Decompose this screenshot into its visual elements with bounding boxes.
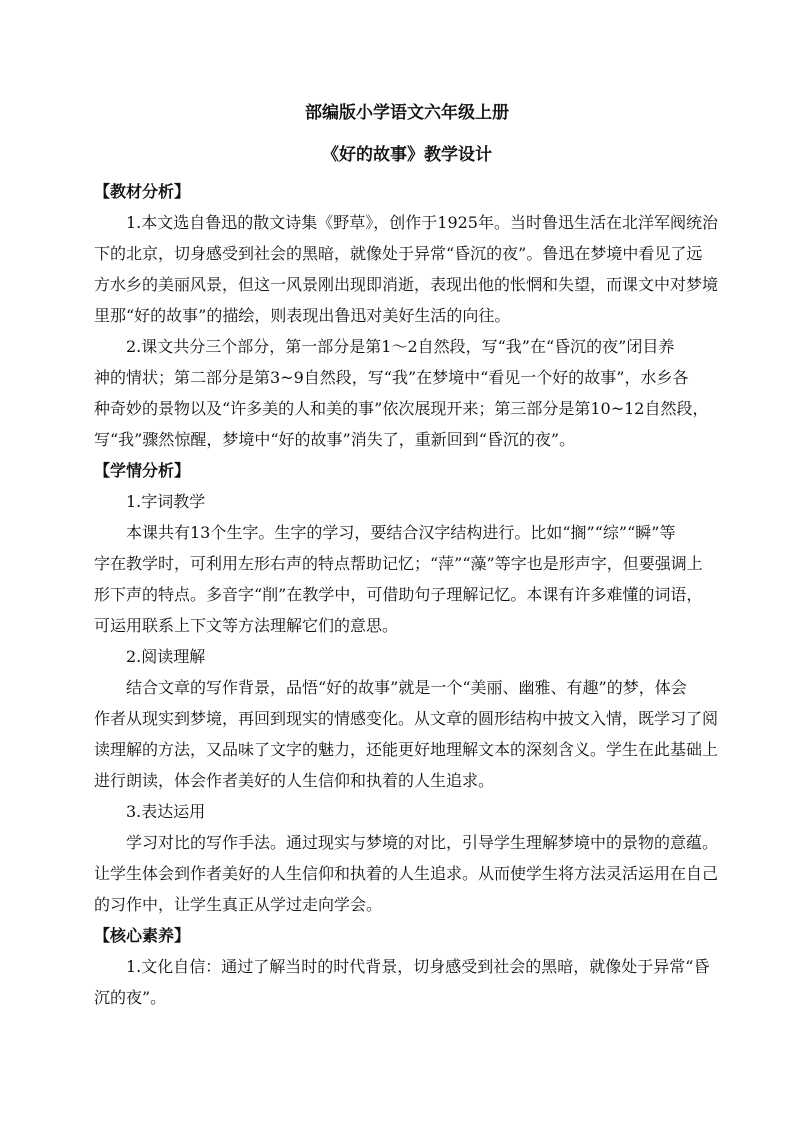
text-line: 进行朗读，体会作者美好的人生信仰和执着的人生追求。 [94,771,495,790]
subsection-heading: 2.阅读理解 [126,647,206,666]
document-subtitle: 《好的故事》教学设计 [322,145,492,165]
text-line: 1.文化自信：通过了解当时的时代背景，切身感受到社会的黑暗，就像处于异常“昏 [126,957,710,976]
text-line: 1.本文选自鲁迅的散文诗集《野草》，创作于1925年。当时鲁迅生活在北洋军阀统治 [126,213,718,232]
text-line: 的习作中，让学生真正从学过走向学会。 [94,895,383,914]
text-line: 读理解的方法，又品味了文字的魅力，还能更好地理解文本的深刻含义。学生在此基础上 [94,740,719,759]
text-line: 写“我”骤然惊醒，梦境中“好的故事”消失了，重新回到“昏沉的夜”。 [94,430,576,449]
text-line: 下的北京，切身感受到社会的黑暗，就像处于异常“昏沉的夜”。鲁迅在梦境中看见了远 [94,244,703,263]
paragraph [94,207,720,331]
subsection-heading: 3.表达运用 [126,802,206,821]
text-line: 让学生体会到作者美好的人生信仰和执着的人生追求。从而使学生将方法灵活运用在自己 [94,864,719,883]
text-line: 可运用联系上下文等方法理解它们的意思。 [94,616,399,635]
text-line: 神的情状；第二部分是第3~9自然段，写“我”在梦境中“看见一个好的故事”，水乡各 [94,368,689,387]
subsection-heading: 1.字词教学 [126,492,206,511]
text-line: 作者从现实到梦境，再回到现实的情感变化。从文章的圆形结构中披文入情，既学习了阅 [94,709,719,728]
section-heading-core-competencies: 【核心素养】 [94,926,191,945]
text-line: 种奇妙的景物以及“许多美的人和美的事”依次展现开来；第三部分是第10~12自然段， [94,399,709,418]
text-line: 字在教学时，可利用左形右声的特点帮助记忆；“萍”“藻”等字也是形声字，但要强调上 [94,554,703,573]
text-line: 结合文章的写作背景，品悟“好的故事”就是一个“美丽、幽雅、有趣”的梦，体会 [126,678,687,697]
paragraph [94,827,720,920]
paragraph [94,951,720,1013]
paragraph [94,517,720,641]
section-heading-textbook-analysis: 【教材分析】 [94,182,191,201]
document-title: 部编版小学语文六年级上册 [305,103,509,123]
section-heading-learner-analysis: 【学情分析】 [94,461,191,480]
text-line: 沉的夜”。 [94,988,167,1007]
text-line: 学习对比的写作手法。通过现实与梦境的对比，引导学生理解梦境中的景物的意蕴。 [126,833,719,852]
paragraph [94,331,720,455]
text-line: 本课共有13个生字。生字的学习，要结合汉字结构进行。比如“搁”“综”“瞬”等 [126,523,676,542]
text-line: 方水乡的美丽风景，但这一风景刚出现即消逝，表现出他的怅惘和失望，而课文中对梦境 [94,275,719,294]
text-line: 2.课文共分三个部分，第一部分是第1～2自然段，写“我”在“昏沉的夜”闭目养 [126,337,675,356]
document-content [94,100,720,1013]
text-line: 形下声的特点。多音字“削”在教学中，可借助句子理解记忆。本课有许多难懂的词语， [94,585,703,604]
text-line: 里那“好的故事”的描绘，则表现出鲁迅对美好生活的向往。 [94,306,511,325]
paragraph [94,672,720,796]
